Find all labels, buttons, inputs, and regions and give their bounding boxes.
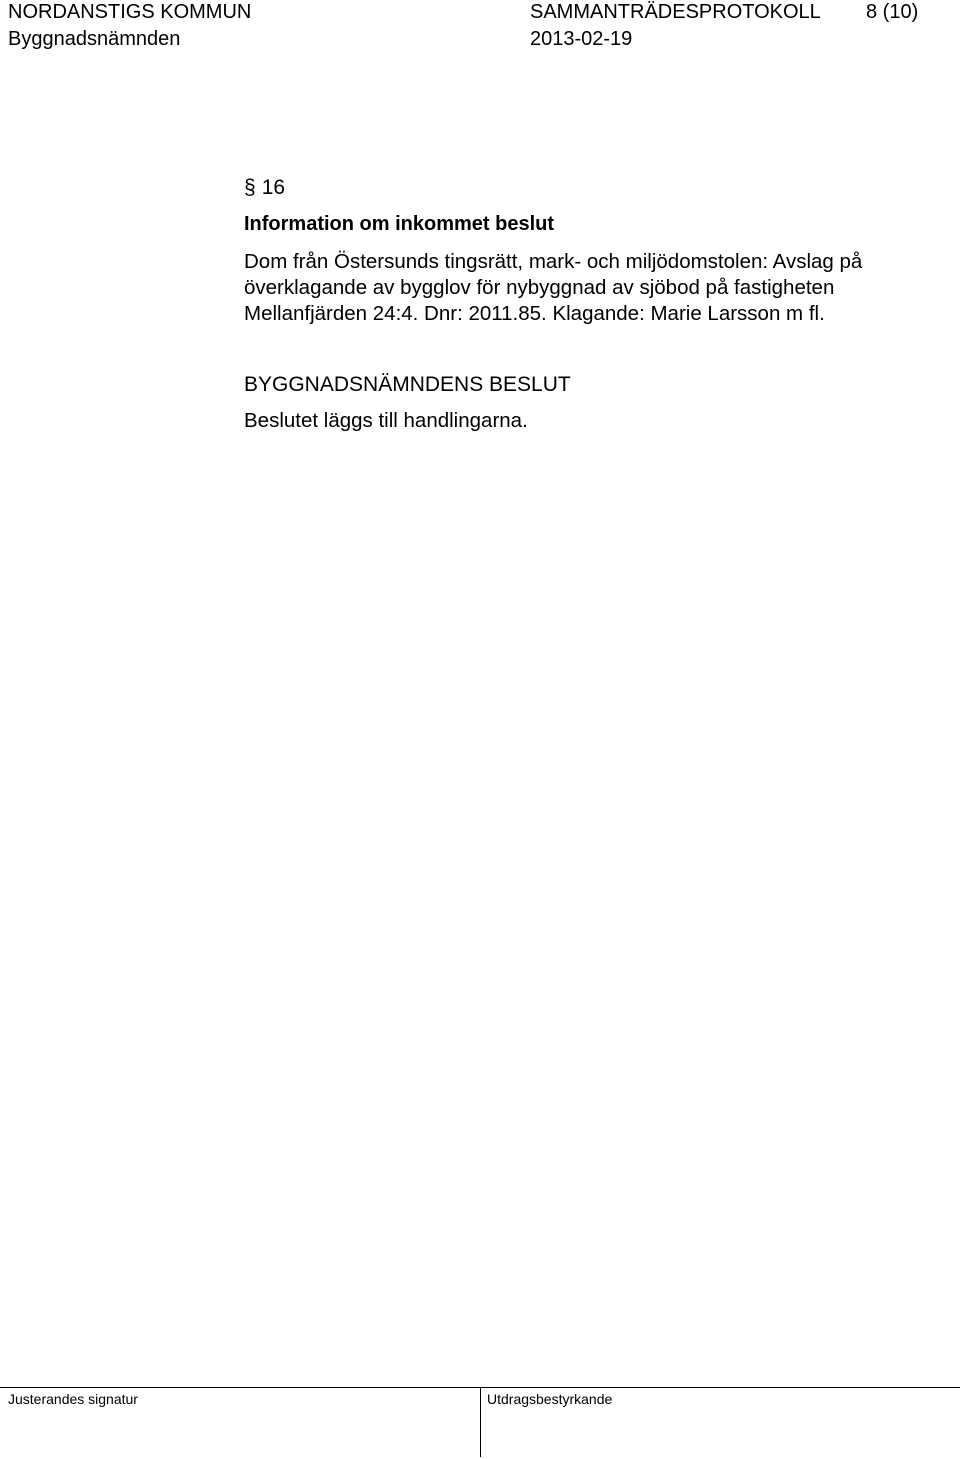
decision-heading: BYGGNADSNÄMNDENS BESLUT xyxy=(244,373,571,396)
section-number xyxy=(244,175,285,201)
organization-name: NORDANSTIGS KOMMUN xyxy=(8,1,252,23)
section-heading: Information om inkommet beslut xyxy=(244,213,555,235)
section-body xyxy=(244,249,944,327)
decision-text: Beslutet läggs till handlingarna. xyxy=(244,409,528,432)
signature-label: Justerandes signatur xyxy=(8,1391,138,1407)
body-line: Mellanfjärden 24:4. Dnr: 2011.85. Klagande: Marie Larsson m fl. xyxy=(244,302,825,325)
certification-label: Utdragsbestyrkande xyxy=(487,1391,613,1407)
document-type: SAMMANTRÄDESPROTOKOLL xyxy=(530,1,821,23)
section-number-value: 16 xyxy=(261,176,286,199)
body-line: överklagande av bygglov för nybyggnad av sjöbod på fastigheten xyxy=(244,276,835,299)
board-name: Byggnadsnämnden xyxy=(8,28,181,50)
meeting-date: 2013-02-19 xyxy=(530,28,633,50)
section-sign: § xyxy=(244,176,256,199)
body-line: Dom från Östersunds tingsrätt, mark- och miljödomstolen: Avslag på xyxy=(244,250,863,273)
footer-divider xyxy=(480,1387,481,1457)
page-number: 8 (10) xyxy=(866,1,919,23)
